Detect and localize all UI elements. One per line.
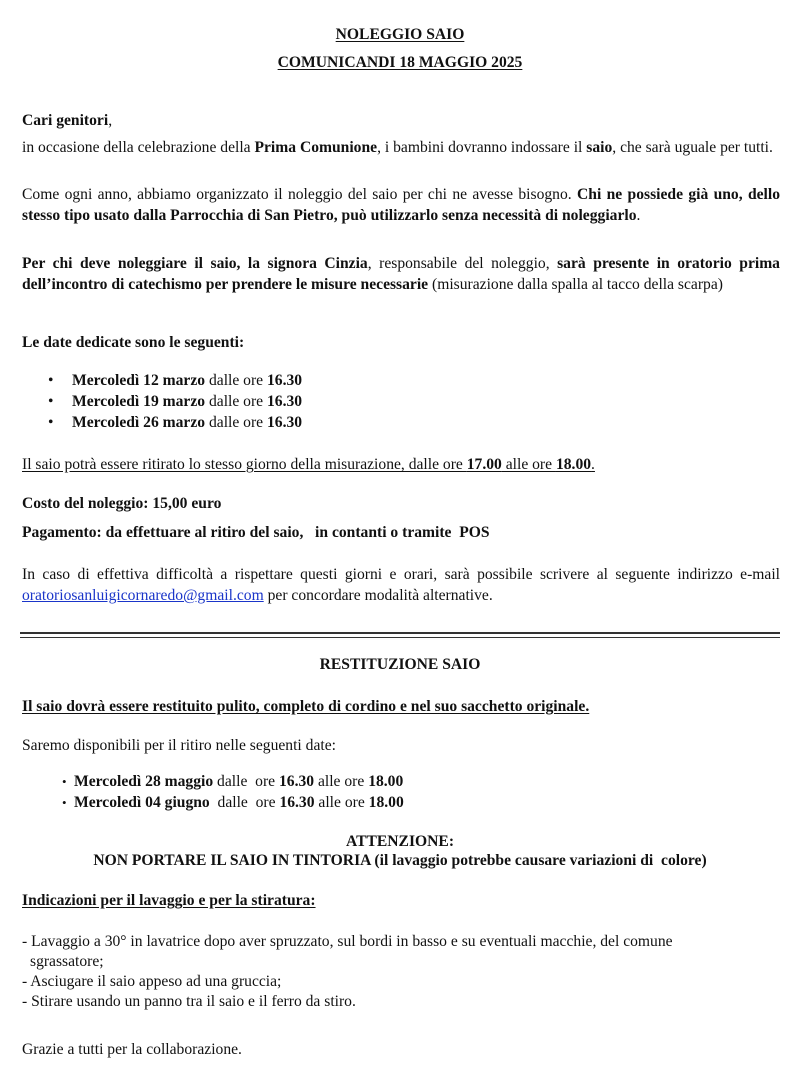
instruction-line: sgrassatore; (30, 953, 104, 970)
bold-text: Chi ne possiede già uno, dello stesso tipo usato dalla Parrocchia di San Pietro, può utilizzarlo senza necessità di noleggiarlo (22, 186, 780, 224)
payment-info: Pagamento: da effettuare al ritiro del saio, in contanti o tramite POS (22, 524, 490, 541)
text: dalle ore (205, 393, 267, 410)
text: in occasione della celebrazione della (22, 139, 255, 156)
text: . (591, 456, 595, 473)
intro-paragraph (22, 137, 780, 158)
instructions-heading: Indicazioni per il lavaggio e per la stiratura: (22, 892, 316, 909)
date-time: 16.30 (267, 414, 303, 431)
instruction-line: - Stirare usando un panno tra il saio e il ferro da stiro. (22, 993, 356, 1010)
rental-cost: Costo del noleggio: 15,00 euro (22, 495, 222, 512)
return-dates-list (62, 771, 562, 815)
text: , i bambini dovranno indossare il (377, 139, 587, 156)
document-subtitle: COMUNICANDI 18 MAGGIO 2025 (277, 54, 523, 71)
text: alle ore (501, 456, 556, 473)
text: dalle ore (205, 372, 267, 389)
bullet-icon: • (62, 774, 67, 789)
date-day: Mercoledì 28 maggio (74, 773, 214, 790)
date-time: 16.30 (278, 773, 315, 790)
bold-text: Prima Comunione (254, 139, 378, 156)
instruction-line: - Asciugare il saio appeso ad una gruccia; (22, 973, 282, 990)
date-time: 18.00 (368, 773, 404, 790)
return-heading: RESTITUZIONE SAIO (319, 656, 481, 673)
document-title: NOLEGGIO SAIO (335, 26, 465, 43)
bullet-icon: • (62, 795, 67, 810)
text: dalle ore (209, 794, 280, 811)
text: (misurazione dalla spalla al tacco della scarpa) (428, 276, 723, 293)
bold-text: 17.00 (466, 456, 502, 473)
date-day: Mercoledì 12 marzo (72, 372, 206, 389)
dates-list (48, 370, 448, 436)
bullet-icon: • (48, 393, 54, 410)
warning-title: ATTENZIONE: (345, 833, 455, 850)
text: Il saio potrà essere ritirato lo stesso giorno della misurazione, dalle ore (22, 456, 467, 473)
date-time: 16.30 (267, 372, 303, 389)
section-divider (20, 637, 780, 638)
text: , che sarà uguale per tutti. (612, 139, 773, 156)
dates-heading: Le date dedicate sono le seguenti: (22, 334, 245, 351)
date-day: Mercoledì 04 giugno (74, 794, 210, 811)
text: dalle ore (205, 414, 267, 431)
return-intro: Saremo disponibili per il ritiro nelle seguenti date: (22, 737, 336, 754)
greeting-name: Cari genitori (22, 112, 109, 129)
instruction-line: - Lavaggio a 30° in lavatrice dopo aver spruzzato, sul bordi in basso e su eventuali macchie, del comune (22, 933, 673, 950)
bold-text: sarà presente in oratorio prima dell’incontro di catechismo per prendere le misure necessarie (22, 255, 780, 293)
pickup-note (22, 454, 780, 475)
text: . (636, 207, 641, 224)
date-time: 16.30 (267, 393, 303, 410)
date-time: 18.00 (368, 794, 404, 811)
bold-text: Per chi deve noleggiare il saio, la signora Cinzia (22, 255, 368, 272)
warning-text: NON PORTARE IL SAIO IN TINTORIA (il lavaggio potrebbe causare variazioni di colore) (93, 852, 707, 869)
text: , responsabile del noleggio, (367, 255, 558, 272)
text: per concordare modalità alternative. (263, 587, 493, 604)
contact-paragraph (22, 564, 780, 606)
measurement-paragraph (22, 253, 780, 295)
greeting-punct: , (108, 112, 113, 129)
text: In caso di effettiva difficoltà a rispettare questi giorni e orari, sarà possibile scrivere al seguente indirizzo e-mail (22, 566, 780, 583)
greeting (22, 110, 780, 131)
email-link[interactable]: oratoriosanluigicornaredo@gmail.com (22, 587, 264, 604)
date-time: 16.30 (279, 794, 315, 811)
bold-text: saio (586, 139, 613, 156)
text: alle ore (314, 794, 369, 811)
text: dalle ore (213, 773, 279, 790)
text: alle ore (314, 773, 369, 790)
section-divider (20, 632, 780, 634)
bullet-icon: • (48, 372, 54, 389)
date-day: Mercoledì 26 marzo (72, 414, 206, 431)
return-condition: Il saio dovrà essere restituito pulito, completo di cordino e nel suo sacchetto originale. (22, 698, 590, 715)
bullet-icon: • (48, 414, 54, 431)
date-day: Mercoledì 19 marzo (72, 393, 206, 410)
text: Come ogni anno, abbiamo organizzato il noleggio del saio per chi ne avesse bisogno. (22, 186, 578, 203)
bold-text: 18.00 (555, 456, 592, 473)
closing-line: Grazie a tutti per la collaborazione. (22, 1041, 242, 1058)
rental-paragraph (22, 184, 780, 226)
